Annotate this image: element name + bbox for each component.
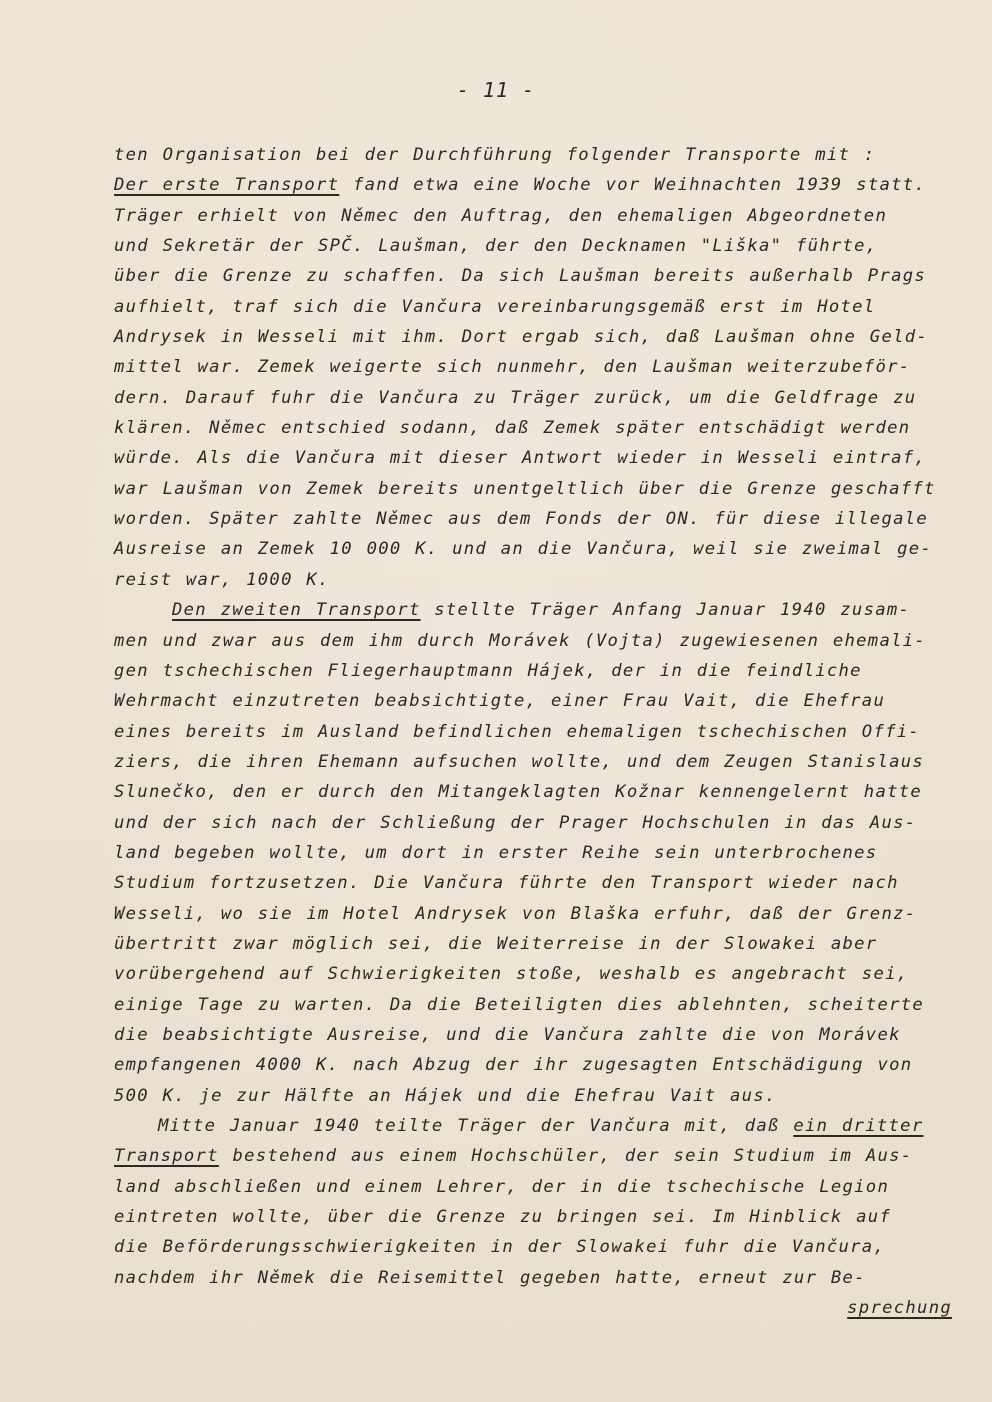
catchword-text: sprechung: [847, 1298, 952, 1319]
text-line: [114, 929, 974, 959]
text-line: [114, 899, 974, 929]
text-line: [114, 1263, 974, 1293]
text-segment: land begeben wollte, um dort in erster Reihe sein unterbrochenes: [114, 842, 878, 863]
text-line: [114, 595, 974, 625]
text-line: [114, 717, 974, 747]
text-segment: reist war, 1000 K.: [114, 569, 330, 590]
text-line: [114, 413, 974, 443]
text-line: [114, 1202, 974, 1232]
underlined-heading: Den zweiten Transport: [172, 600, 421, 621]
text-segment: über die Grenze zu schaffen. Da sich Laušman bereits außerhalb Prags: [114, 266, 927, 287]
text-segment: die Beförderungsschwierigkeiten in der Slowakei fuhr die Vančura,: [114, 1237, 886, 1258]
text-line: [114, 777, 974, 807]
text-line: [114, 504, 974, 534]
text-segment: eintreten wollte, über die Grenze zu bringen sei. Im Hinblick auf: [114, 1207, 892, 1228]
text-line: [114, 747, 974, 777]
text-line: [114, 474, 974, 504]
text-segment: die beabsichtigte Ausreise, und die Vančura zahlte die von Morávek: [114, 1024, 901, 1045]
text-line: [114, 1081, 974, 1111]
text-segment: men und zwar aus dem ihm durch Morávek (Vojta) zugewiesenen ehemali-: [114, 630, 927, 651]
text-segment: Wehrmacht einzutreten beabsichtigte, einer Frau Vait, die Ehefrau: [114, 691, 886, 712]
text-segment: gen tschechischen Fliegerhauptmann Hájek, der in die feindliche: [114, 660, 862, 681]
text-line: [114, 808, 974, 838]
text-line: [114, 686, 974, 716]
text-segment: aufhielt, traf sich die Vančura vereinbarungsgemäß erst im Hotel: [114, 296, 876, 317]
text-line: [114, 170, 974, 200]
text-line: [114, 565, 974, 595]
text-line: [114, 383, 974, 413]
text-line: [114, 322, 974, 352]
text-segment: und Sekretär der SPČ. Laušman, der den Decknamen "Liška" führte,: [114, 236, 878, 257]
text-segment: dern. Darauf fuhr die Vančura zu Träger zurück, um die Geldfrage zu: [114, 387, 917, 408]
text-segment: Mitte Januar 1940 teilte Träger der Vančura mit, daß: [158, 1116, 794, 1136]
text-line: [114, 140, 974, 170]
text-segment: ziers, die ihren Ehemann aufsuchen wollte, und dem Zeugen Stanislaus: [114, 751, 925, 772]
text-segment: Wesseli, wo sie im Hotel Andrysek von Blaška erfuhr, daß der Grenz-: [114, 903, 917, 924]
text-segment: worden. Später zahlte Němec aus dem Fonds der ON. für diese illegale: [114, 509, 929, 530]
text-segment: Studium fortzusetzen. Die Vančura führte den Transport wieder nach: [114, 873, 899, 894]
body-text: [114, 140, 974, 1323]
text-line: [114, 443, 974, 473]
text-line: [114, 1172, 974, 1202]
text-segment: übertritt zwar möglich sei, die Weiterreise in der Slowakei aber: [114, 933, 878, 954]
text-segment: fand etwa eine Woche vor Weihnachten 1939 statt.: [339, 175, 927, 196]
text-line: [114, 656, 974, 686]
text-segment: bestehend aus einem Hochschüler, der sein Studium im Aus-: [218, 1146, 913, 1167]
text-segment: eines bereits im Ausland befindlichen ehemaligen tschechischen Offi-: [114, 721, 921, 742]
text-line: [114, 261, 974, 291]
text-segment: und der sich nach der Schließung der Prager Hochschulen in das Aus-: [114, 812, 917, 833]
text-segment: stellte Träger Anfang Januar 1940 zusam-: [420, 600, 911, 621]
text-line: [114, 868, 974, 898]
text-segment: ten Organisation bei der Durchführung folgender Transporte mit :: [114, 145, 876, 165]
text-line: [114, 292, 974, 322]
text-line: [114, 838, 974, 868]
text-line: [114, 959, 974, 989]
catchword: [114, 1293, 974, 1323]
text-line: [114, 626, 974, 656]
text-segment: Träger erhielt von Němec den Auftrag, den ehemaligen Abgeordneten: [114, 205, 888, 226]
text-segment: mittel war. Zemek weigerte sich nunmehr, den Laušman weiterzubeför-: [114, 357, 911, 378]
text-segment: vorübergehend auf Schwierigkeiten stoße, weshalb es angebracht sei,: [114, 964, 909, 985]
text-segment: empfangenen 4000 K. nach Abzug der ihr zugesagten Entschädigung von: [114, 1055, 913, 1076]
text-line: [114, 1141, 974, 1171]
text-line: [114, 990, 974, 1020]
text-line: [114, 1232, 974, 1262]
text-line: [114, 352, 974, 382]
underlined-heading: Transport: [114, 1146, 219, 1167]
text-segment: Andrysek in Wesseli mit ihm. Dort ergab sich, daß Laušman ohne Geld-: [114, 327, 929, 348]
text-line: [114, 231, 974, 261]
text-segment: einige Tage zu warten. Da die Beteiligten dies ablehnten, scheiterte: [114, 994, 925, 1015]
text-line: [114, 201, 974, 231]
text-line: [114, 1020, 974, 1050]
text-line: [114, 1111, 974, 1141]
text-segment: 500 K. je zur Hälfte an Hájek und die Ehefrau Vait aus.: [114, 1085, 777, 1106]
text-segment: war Laušman von Zemek bereits unentgeltlich über die Grenze geschafft: [114, 478, 936, 499]
page-number: - 11 -: [456, 78, 536, 102]
text-segment: Slunečko, den er durch den Mitangeklagten Kožnar kennengelernt hatte: [114, 782, 923, 803]
text-segment: würde. Als die Vančura mit dieser Antwort wieder in Wesseli eintraf,: [114, 448, 927, 469]
underlined-heading: Der erste Transport: [114, 175, 340, 196]
text-line: [114, 1050, 974, 1080]
text-segment: klären. Němec entschied sodann, daß Zemek später entschädigt werden: [114, 418, 911, 439]
text-segment: land abschließen und einem Lehrer, der in die tschechische Legion: [114, 1176, 890, 1197]
underlined-heading: ein dritter: [793, 1116, 924, 1136]
text-segment: Ausreise an Zemek 10 000 K. und an die Vančura, weil sie zweimal ge-: [114, 539, 933, 560]
text-segment: nachdem ihr Němek die Reisemittel gegeben hatte, erneut zur Be-: [114, 1267, 866, 1288]
text-line: [114, 534, 974, 564]
